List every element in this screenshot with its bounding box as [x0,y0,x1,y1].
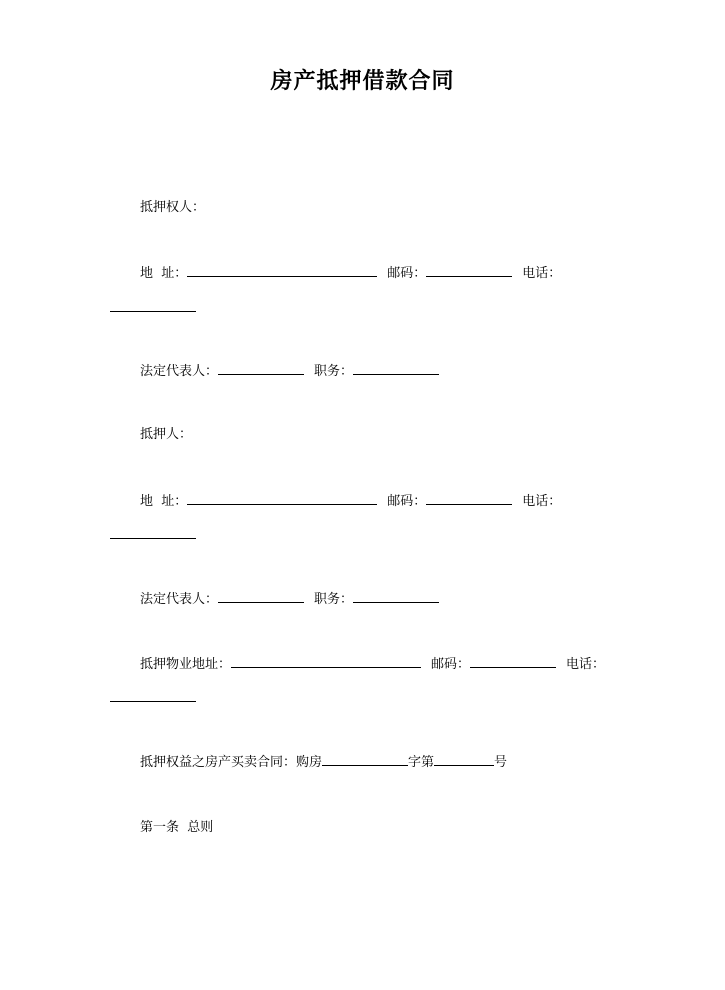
contract-ref-line [140,753,507,772]
mortgagor-postcode-label: 邮码： [387,494,427,509]
mortgagee-phone-cont [110,299,196,318]
property-phone-label: 电话： [566,657,606,672]
contract-ref-seq-field[interactable] [434,753,494,766]
mortgagor-position-label: 职务： [314,592,354,607]
mortgagor-rep-line [140,590,439,609]
mortgagee-address-field[interactable] [187,264,377,277]
mortgagor-rep-field[interactable] [218,590,304,603]
mortgagor-phone-label: 电话： [522,494,562,509]
mortgagee-position-label: 职务： [314,364,354,379]
contract-ref-number-field[interactable] [322,753,408,766]
mortgagee-phone-label: 电话： [522,266,562,281]
mortgagee-rep-field[interactable] [218,362,304,375]
property-address-field[interactable] [231,655,421,668]
contract-ref-suffix: 号 [494,755,508,770]
property-phone-cont [110,689,196,708]
mortgagee-postcode-label: 邮码： [387,266,427,281]
mortgagor-address-label: 地 址： [140,494,188,509]
contract-ref-prefix: 抵押权益之房产买卖合同：购房 [140,755,323,770]
mortgagee-address-label: 地 址： [140,266,188,281]
mortgagor-position-field[interactable] [353,590,439,603]
mortgagor-address-field[interactable] [187,492,377,505]
mortgagee-rep-line [140,362,439,381]
article-1-heading: 第一条 总则 [140,820,214,835]
mortgagor-phone-cont [110,526,196,545]
property-postcode-label: 邮码： [431,657,471,672]
property-phone-field[interactable] [110,689,196,702]
mortgagor-rep-label: 法定代表人： [140,592,219,607]
mortgagor-phone-field[interactable] [110,526,196,539]
document-title: 房产抵押借款合同 [270,68,455,94]
property-address-label: 抵押物业地址： [140,657,232,672]
mortgagor-label: 抵押人： [140,427,193,442]
mortgagee-label: 抵押权人： [140,200,206,215]
property-postcode-field[interactable] [470,655,556,668]
mortgagor-address-line [140,492,561,511]
mortgagee-address-line [140,264,561,283]
contract-ref-middle: 字第 [408,755,435,770]
mortgagee-postcode-field[interactable] [426,264,512,277]
property-address-line [140,655,605,674]
mortgagee-phone-field[interactable] [110,299,196,312]
mortgagee-rep-label: 法定代表人： [140,364,219,379]
mortgagee-position-field[interactable] [353,362,439,375]
mortgagor-postcode-field[interactable] [426,492,512,505]
